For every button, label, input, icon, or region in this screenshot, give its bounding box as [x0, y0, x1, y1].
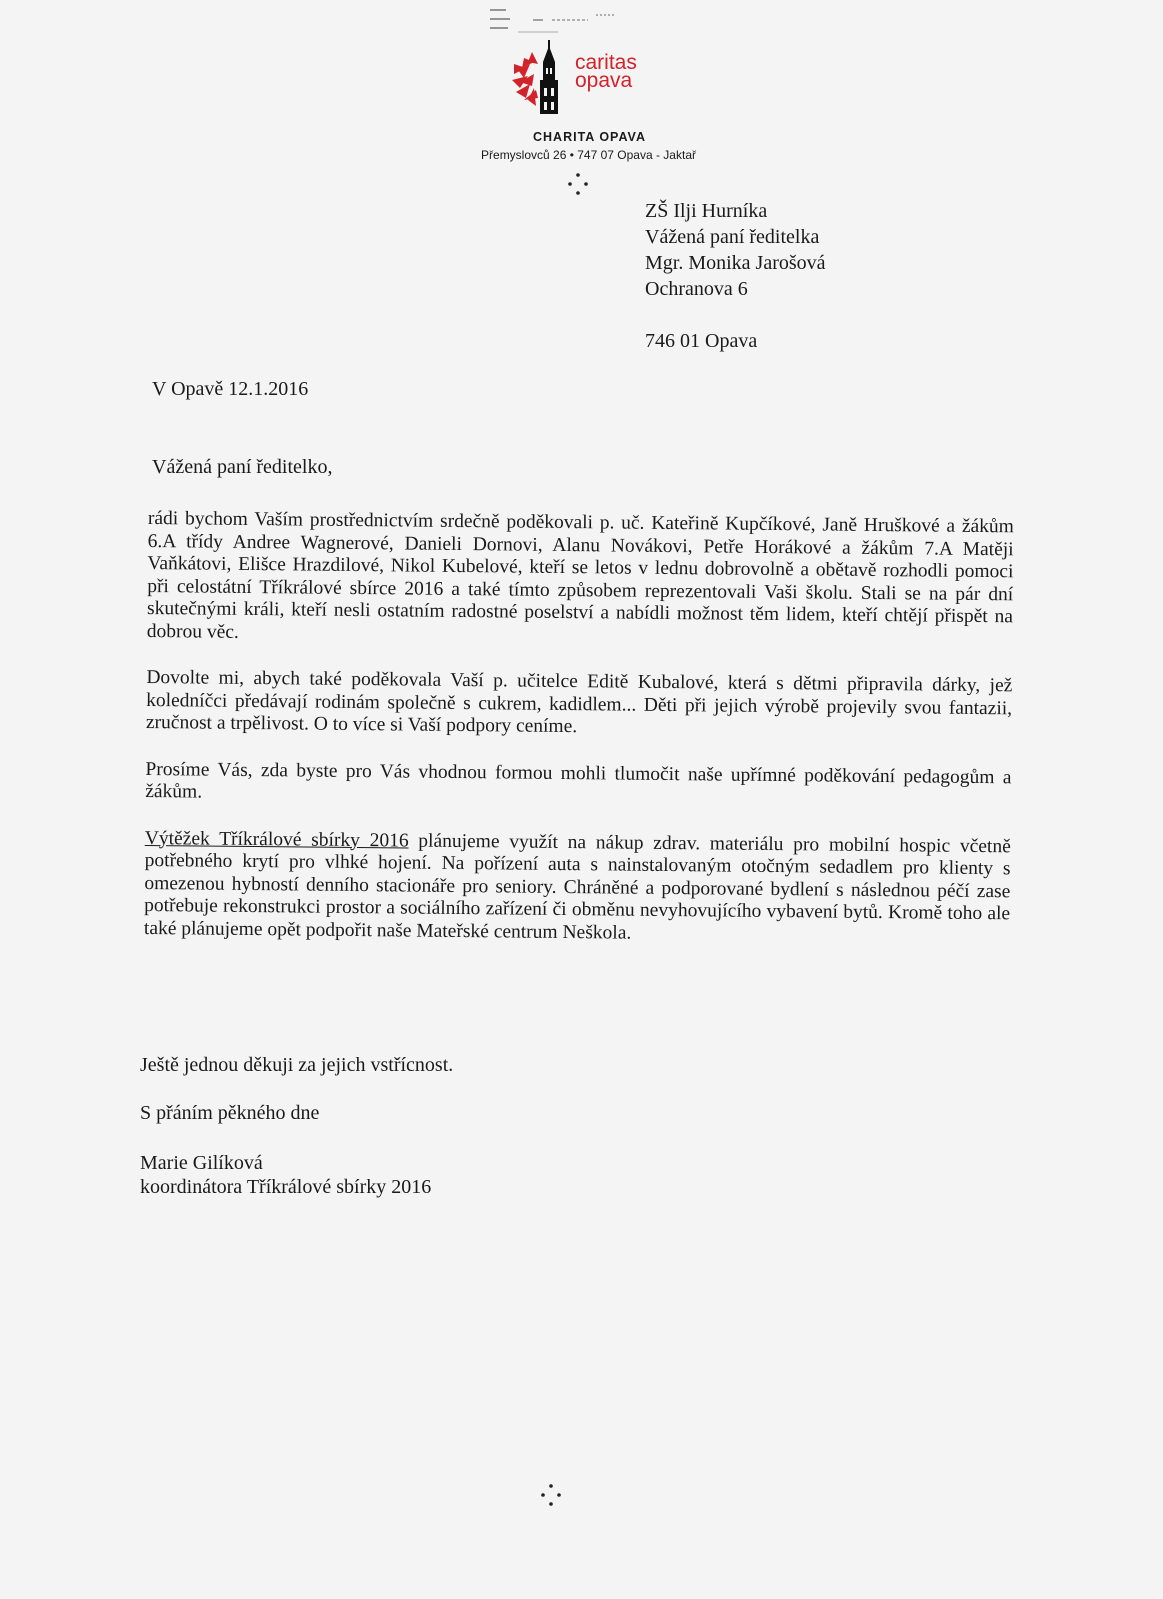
recipient-school: ZŠ Ilji Hurníka — [645, 200, 768, 222]
proceeds-underlined-heading: Výtěžek Tříkrálové sbírky 2016 — [144, 827, 409, 852]
caritas-logo — [510, 40, 650, 118]
recipient-address — [645, 198, 826, 354]
closing-thanks: Ještě jednou děkuji za jejich vstřícnost. — [140, 1054, 454, 1076]
paragraph-proceeds — [144, 827, 1011, 948]
footer-four-dot-ornament-icon — [538, 1482, 564, 1508]
letter-closing — [140, 1053, 453, 1199]
organization-address: Přemyslovců 26 • 747 07 Opava - Jaktař — [481, 148, 696, 162]
closing-wish: S přáním pěkného dne — [140, 1102, 320, 1124]
logo-text-opava: opava — [575, 69, 633, 92]
proceeds-text: plánujeme využít na nákup zdrav. materiálu pro mobilní hospic včetně potřebného krytí pro vlhké hojení. Na pořízení auta s nainstalovaným otočným sedadlem pro klienty s omezenou hybností denního stacionáře pro seniory. Chráněné a podporované bydlení s následnou péčí zase potřebuje rekonstrukci prostor a sociálního zařízení či obměnu nevyhovujícího vybavení bytů. Kromě toho ale také plánujeme opět podpořit naše Mateřské centrum Neškola. — [143, 830, 1011, 944]
paragraph-thanks-teacher: Dovolte mi, abych také poděkovala Vaší p. učitelce Editě Kubalové, která s dětmi připravila dárky, jež koledníčci předávají rodinám společně s cukrem, kadidlem... Děti při jejich výrobě projevily svou fantazii, zručnost a trpělivost. O to více si Vaší podpory ceníme. — [145, 666, 1013, 738]
letter-body — [144, 508, 1014, 972]
paragraph-thanks-students: rádi bychom Vaším prostřednictvím srdečně poděkovali p. uč. Kateřině Kupčíkové, Janě Hruškové a žákům 6.A třídy Andree Wagnerové, Danieli Dornovi, Alanu Novákovi, Petře Horákové a žákům 7.A Matěji Vaňkátovi, Elišce Hrazdilové, Nikol Kubelové, kteří se letos v lednu dobrovolně a obětavě rozhodli pomoci při celostátní Tříkrálové sbírce 2016 a také tímto způsobem reprezentovali Vaši školu. Stali se na pár dní skutečnými králi, kteří nesli ostatním radostné poselství a nabídli možnost těm lidem, kteří chtějí přispět na dobrou věc. — [146, 508, 1014, 643]
organization-name: CHARITA OPAVA — [533, 130, 646, 144]
salutation: Vážená paní ředitelko, — [152, 456, 333, 478]
recipient-street: Ochranova 6 — [645, 278, 748, 300]
letter-date: V Opavě 12.1.2016 — [152, 378, 309, 400]
recipient-city: 746 01 Opava — [645, 330, 758, 352]
signer-role: koordinátora Tříkrálové sbírky 2016 — [140, 1176, 432, 1198]
four-dot-ornament-icon — [565, 171, 591, 197]
caritas-cross-church-logo-icon — [510, 40, 580, 118]
logo-wordmark — [575, 51, 637, 92]
logo-text-caritas: caritas — [575, 51, 637, 74]
paragraph-request: Prosíme Vás, zda byste pro Vás vhodnou formou mohli tlumočit naše upřímné poděkování pedagogům a žákům. — [145, 758, 1012, 803]
signer-name: Marie Gilíková — [140, 1152, 263, 1174]
recipient-title: Vážená paní ředitelka — [645, 226, 820, 248]
top-scribble-mark — [488, 6, 628, 36]
recipient-name: Mgr. Monika Jarošová — [645, 252, 826, 274]
